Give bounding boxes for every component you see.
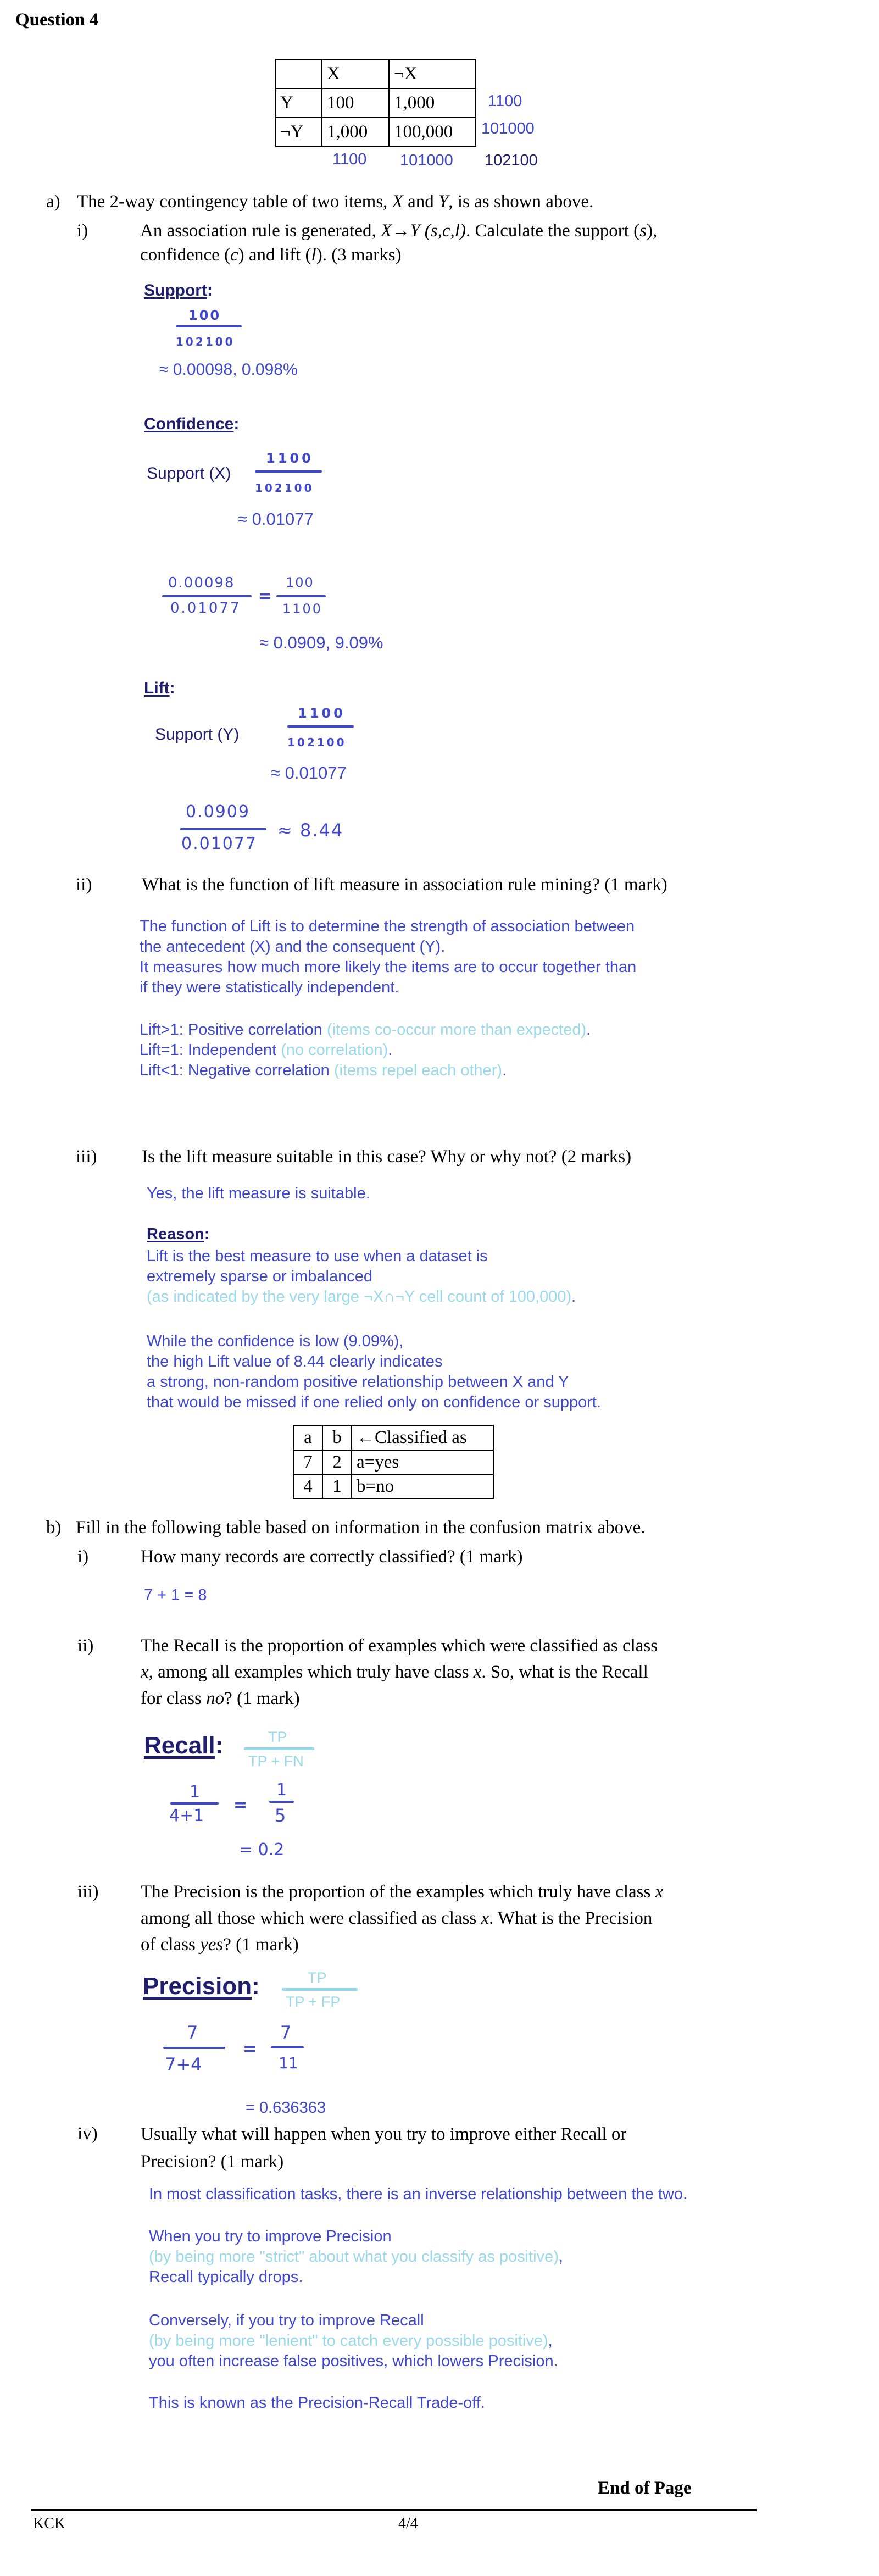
row-header-not-y: ¬Y (275, 118, 322, 146)
confidence-count-denominator: 1100 (282, 601, 323, 617)
support-y-numerator: 1100 (298, 706, 346, 721)
reason-heading: Reason: (147, 1225, 210, 1243)
part-b-text: Fill in the following table based on information in the confusion matrix above. (76, 1518, 646, 1537)
case-text: Lift>1: Positive correlation (140, 1021, 327, 1039)
precision-formula-numerator: TP (308, 1969, 327, 1986)
variable-l: l (311, 245, 316, 265)
footer-page-number: 4/4 (398, 2515, 418, 2532)
precision-simplified-numerator: 7 (280, 2022, 292, 2043)
case-text: Lift<1: Negative correlation (140, 1062, 334, 1079)
question-line (141, 1879, 663, 1905)
case-note: (no correlation) (281, 1041, 388, 1059)
correct-count-answer: 7 + 1 = 8 (144, 1586, 207, 1604)
case-note: (items co-occur more than expected) (326, 1021, 587, 1039)
text-segment: An association rule is generated, (140, 221, 381, 241)
confidence-heading: Confidence: (144, 415, 240, 433)
confidence-count-numerator: 100 (286, 575, 314, 590)
answer-line: you often increase false positives, which lowers Precision. (149, 2352, 558, 2370)
answer-line: The function of Lift is to determine the strength of association between (140, 918, 635, 935)
reason-line: extremely sparse or imbalanced (147, 1268, 373, 1285)
text-segment: ). (3 marks) (316, 245, 402, 265)
precision-formula-bar (282, 1988, 358, 1991)
variable-y: Y (438, 192, 449, 212)
case-end: . (586, 1021, 591, 1039)
column-header-not-x: ¬X (389, 59, 476, 88)
support-x-denominator: 102100 (255, 481, 314, 495)
text-segment: for class (141, 1689, 207, 1708)
header-b: b (322, 1425, 352, 1450)
text-segment: of class (141, 1935, 201, 1955)
q-b-i-label: i) (77, 1547, 89, 1567)
lift-case-negative (140, 1061, 591, 1081)
variable-c: c (230, 245, 238, 265)
text-segment: among all those which were classified as class (141, 1908, 481, 1928)
rule-notation: X→Y (s,c,l) (381, 221, 466, 241)
header-classified-as: ←Classified as (352, 1425, 493, 1450)
recall-equals: = (233, 1796, 248, 1815)
answer-note-line (149, 2247, 563, 2267)
text-segment: ), (646, 221, 658, 241)
support-x-fraction-bar (255, 470, 322, 473)
precision-calc-bar (163, 2047, 225, 2049)
support-y-denominator: 102100 (287, 736, 347, 749)
column-header-x: X (322, 59, 389, 88)
answer-line: Recall typically drops. (149, 2268, 303, 2286)
precision-heading-text: Precision (143, 1973, 252, 2000)
question-line: Usually what will happen when you try to improve either Recall or (141, 2124, 627, 2144)
cell-notx-not-y: 100,000 (389, 118, 476, 146)
lift-heading-text: Lift (144, 679, 170, 697)
recall-heading: Recall: (144, 1732, 224, 1759)
answer-line: It measures how much more likely the items are to occur together than (140, 958, 637, 976)
question-line (141, 1659, 658, 1685)
question-line (141, 1905, 663, 1931)
text-segment: and (403, 192, 438, 212)
class-no-label: b=no (352, 1474, 493, 1498)
q-b-iii-label: iii) (77, 1882, 99, 1902)
recall-simplified-numerator: 1 (276, 1780, 287, 1800)
row-total-y: 1100 (488, 92, 522, 110)
precision-simplified-bar (271, 2046, 304, 2048)
reason-note-end: . (571, 1288, 576, 1306)
precision-heading: Precision: (143, 1973, 260, 2000)
answer-note: (by being more "strict" about what you classify as positive) (149, 2248, 559, 2266)
variable-x: x (473, 1662, 482, 1682)
confidence-equals: = (258, 587, 272, 606)
q-a-iii-question: Is the lift measure suitable in this case? Why or why not? (2 marks) (142, 1147, 632, 1167)
question-line (141, 1633, 658, 1659)
confidence-heading-text: Confidence (144, 415, 234, 433)
conclusion-line: that would be missed if one relied only on confidence or support. (147, 1394, 601, 1411)
lift-ratio-bar (180, 828, 266, 830)
footer-author: KCK (33, 2515, 66, 2532)
col-total-x: 1100 (332, 151, 367, 168)
grand-total: 102100 (485, 152, 538, 169)
confidence-ratio-bar (162, 595, 252, 597)
recall-heading-text: Recall (144, 1732, 215, 1759)
text-segment: The 2-way contingency table of two items, (77, 192, 392, 212)
answer-line: if they were statistically independent. (140, 979, 399, 996)
precision-calc-denominator: 7+4 (165, 2054, 202, 2075)
class-yes-label: a=yes (352, 1450, 493, 1474)
text-segment: The Precision is the proportion of the examples which truly have class (141, 1882, 655, 1902)
recall-calc-bar (170, 1802, 219, 1805)
recall-formula-numerator: TP (268, 1729, 287, 1745)
reason-note: (as indicated by the very large ¬X∩¬Y cell count of 100,000) (147, 1288, 572, 1306)
support-heading: Support: (144, 281, 213, 299)
lift-function-answer (140, 917, 636, 998)
q-b-i-question: How many records are correctly classified? (1 mark) (141, 1547, 523, 1567)
footer-divider (31, 2509, 757, 2511)
note-end: , (558, 2248, 563, 2266)
table-row (293, 1474, 493, 1498)
part-a-label: a) (46, 192, 60, 212)
confusion-matrix (293, 1425, 494, 1499)
text-segment: confidence ( (140, 245, 230, 265)
text-segment: ) and lift ( (238, 245, 311, 265)
class-no: no (206, 1689, 225, 1708)
support-numerator: 100 (188, 308, 221, 323)
text-segment: . What is the Precision (489, 1908, 653, 1928)
lift-result: ≈ 8.44 (277, 820, 344, 841)
answer-note: (by being more "lenient" to catch every possible positive) (149, 2332, 548, 2350)
q-a-iii-label: iii) (76, 1147, 97, 1167)
suitability-answer: Yes, the lift measure is suitable. (147, 1185, 370, 1202)
text-segment: ? (1 mark) (223, 1935, 299, 1955)
lift-cases-list (140, 1020, 591, 1081)
reason-note-line (147, 1287, 576, 1307)
cell-x-y: 100 (322, 88, 389, 118)
table-row (275, 118, 476, 146)
case-note: (items repel each other) (333, 1062, 503, 1079)
col-total-not-x: 101000 (400, 152, 453, 169)
q-a-i-line2 (140, 242, 402, 268)
q-a-i-line1 (140, 218, 657, 244)
answer-line: the antecedent (X) and the consequent (Y). (140, 938, 446, 956)
q-b-iv-question (141, 2120, 626, 2175)
question-line (141, 1685, 658, 1712)
text-segment: , among all examples which truly have class (148, 1662, 474, 1682)
note-end: , (548, 2332, 553, 2350)
q-b-ii-question (141, 1633, 658, 1712)
confidence-count-bar (276, 595, 326, 597)
text-segment: The Recall is the proportion of examples which were classified as class (141, 1636, 658, 1656)
q-b-iv-label: iv) (77, 2124, 98, 2144)
support-x-label: Support (X) (147, 464, 231, 482)
precision-simplified-denominator: 11 (279, 2054, 298, 2072)
class-yes: yes (200, 1935, 224, 1955)
recall-formula-denominator: TP + FN (248, 1753, 304, 1769)
tradeoff-conclusion: This is known as the Precision-Recall Trade-off. (149, 2394, 485, 2412)
text-segment: . Calculate the support ( (465, 221, 640, 241)
support-result: ≈ 0.00098, 0.098% (159, 360, 298, 379)
header-a: a (293, 1425, 322, 1450)
part-a-text (77, 188, 593, 215)
recall-formula-bar (244, 1747, 314, 1750)
part-b-label: b) (46, 1518, 62, 1537)
variable-s: s (639, 221, 647, 241)
text-segment: . So, what is the Recall (481, 1662, 648, 1682)
answer-line: When you try to improve Precision (149, 2228, 392, 2245)
recall-improvement-block (149, 2311, 558, 2372)
support-y-result: ≈ 0.01077 (271, 763, 347, 782)
table-row (293, 1450, 493, 1474)
end-of-page-label: End of Page (598, 2478, 692, 2498)
variable-x: X (392, 192, 403, 212)
case-text: Lift=1: Independent (140, 1041, 281, 1059)
cell-b-yes: 2 (322, 1450, 352, 1474)
confidence-ratio-denominator: 0.01077 (170, 600, 241, 617)
support-y-label: Support (Y) (155, 725, 240, 743)
confidence-result: ≈ 0.0909, 9.09% (259, 633, 383, 652)
precision-formula-denominator: TP + FP (286, 1994, 341, 2010)
cell-a-no: 4 (293, 1474, 322, 1498)
recall-simplified-bar (269, 1801, 294, 1803)
support-denominator: 102100 (176, 335, 235, 348)
recall-result: = 0.2 (239, 1840, 285, 1859)
cell-b-no: 1 (322, 1474, 352, 1498)
q-a-ii-label: ii) (76, 875, 92, 895)
text-segment: , is as shown above. (448, 192, 594, 212)
variable-x: x (481, 1908, 489, 1928)
conclusion-line: the high Lift value of 8.44 clearly indicates (147, 1353, 443, 1370)
answer-note-line (149, 2331, 558, 2351)
support-heading-text: Support (144, 281, 207, 299)
cell-notx-y: 1,000 (389, 88, 476, 118)
case-end: . (388, 1041, 393, 1059)
precision-calc-numerator: 7 (187, 2022, 198, 2043)
precision-improvement-block (149, 2227, 563, 2288)
q-b-ii-label: ii) (77, 1636, 94, 1656)
case-end: . (502, 1062, 507, 1079)
table-row (275, 88, 476, 118)
lift-heading: Lift: (144, 679, 175, 697)
lift-ratio-denominator: 0.01077 (181, 834, 258, 853)
support-x-result: ≈ 0.01077 (238, 509, 314, 529)
support-x-numerator: 1100 (266, 451, 314, 466)
q-a-i-label: i) (77, 221, 88, 241)
recall-simplified-denominator: 5 (275, 1805, 286, 1826)
cell-x-not-y: 1,000 (322, 118, 389, 146)
answer-line: Conversely, if you try to improve Recall (149, 2312, 424, 2329)
lift-case-positive (140, 1020, 591, 1040)
lift-ratio-numerator: 0.0909 (186, 802, 250, 821)
conclusion-line: a strong, non-random positive relationship between X and Y (147, 1373, 569, 1391)
confidence-ratio-numerator: 0.00098 (168, 575, 235, 591)
table-corner-cell (275, 59, 322, 88)
recall-calc-denominator: 4+1 (169, 1806, 204, 1825)
q-b-iii-question (141, 1879, 663, 1958)
question-title: Question 4 (15, 10, 99, 30)
recall-calc-numerator: 1 (190, 1783, 201, 1802)
conclusion-text (147, 1331, 601, 1413)
support-fraction-bar (176, 325, 242, 327)
question-line (141, 1931, 663, 1958)
precision-equals: = (243, 2040, 257, 2059)
reason-heading-text: Reason (147, 1225, 204, 1243)
contingency-table (275, 59, 476, 147)
support-y-fraction-bar (287, 725, 354, 728)
row-header-y: Y (275, 88, 322, 118)
conclusion-line: While the confidence is low (9.09%), (147, 1333, 404, 1350)
tradeoff-intro: In most classification tasks, there is an inverse relationship between the two. (149, 2185, 688, 2203)
text-segment: ? (1 mark) (224, 1689, 300, 1708)
row-total-not-y: 101000 (481, 120, 535, 137)
variable-x: x (655, 1882, 664, 1902)
q-a-ii-question: What is the function of lift measure in association rule mining? (1 mark) (142, 875, 667, 895)
variable-x: x (141, 1662, 149, 1682)
cell-a-yes: 7 (293, 1450, 322, 1474)
reason-text (147, 1246, 576, 1307)
precision-result: = 0.636363 (246, 2099, 326, 2117)
reason-line: Lift is the best measure to use when a dataset is (147, 1247, 488, 1265)
lift-case-independent (140, 1040, 591, 1061)
question-line: Precision? (1 mark) (141, 2152, 284, 2172)
